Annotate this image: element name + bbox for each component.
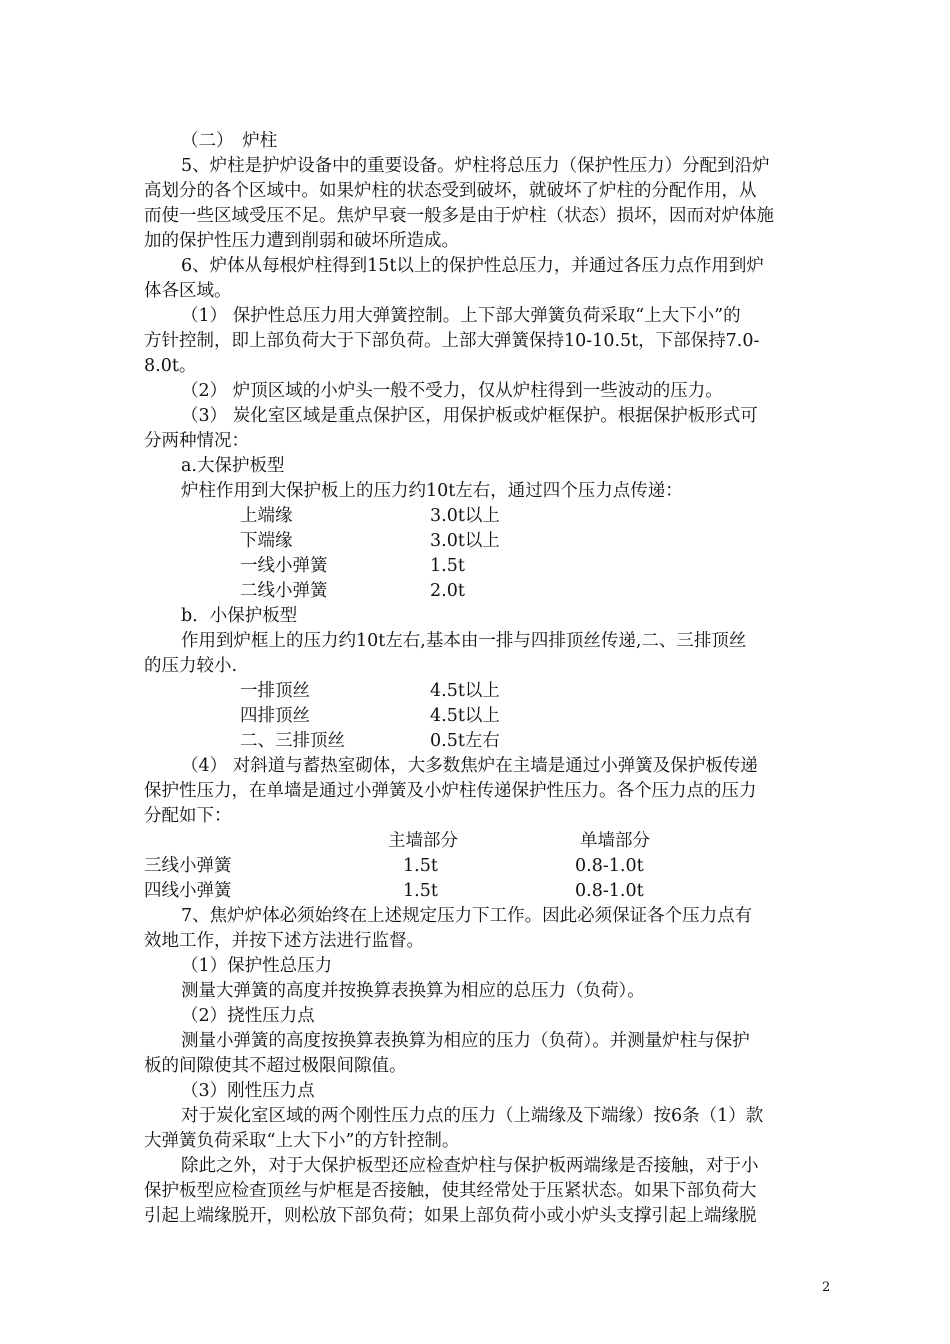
item-1-line-2: 方针控制，即上部负荷大于下部负荷。上部大弹簧保持10-10.5t，下部保持7.0- bbox=[144, 331, 760, 351]
paragraph-7-line-2: 效地工作，并按下述方法进行监督。 bbox=[144, 931, 424, 951]
method-2-text-line-2: 板的间隙使其不超过极限间隙值。 bbox=[144, 1056, 407, 1076]
sub-a-row-name: 一线小弹簧 bbox=[240, 556, 328, 576]
closing-line-3: 引起上端缘脱开，则松放下部负荷；如果上部负荷小或小炉头支撑引起上端缘脱 bbox=[144, 1206, 757, 1226]
sub-a-desc: 炉柱作用到大保护板上的压力约10t左右，通过四个压力点传递： bbox=[181, 481, 683, 501]
paragraph-6-line-1: 6、炉体从每根炉柱得到15t以上的保护性总压力，并通过各压力点作用到炉 bbox=[181, 256, 764, 276]
table-header-single: 单墙部分 bbox=[580, 831, 650, 851]
paragraph-5-line-2: 高划分的各个区域中。如果炉柱的状态受到破坏，就破坏了炉柱的分配作用，从 bbox=[144, 181, 757, 201]
item-3-line-1: （3） 炭化室区域是重点保护区，用保护板或炉框保护。根据保护板形式可 bbox=[181, 406, 758, 426]
table-row-name: 三线小弹簧 bbox=[144, 856, 232, 876]
method-3-title: （3）刚性压力点 bbox=[181, 1081, 315, 1101]
sub-b-row-value: 4.5t以上 bbox=[430, 681, 500, 701]
sub-a-row-value: 3.0t以上 bbox=[430, 531, 500, 551]
sub-a-row-name: 上端缘 bbox=[240, 506, 293, 526]
section-heading: （二） 炉柱 bbox=[181, 131, 278, 151]
item-1-line-3: 8.0t。 bbox=[144, 356, 197, 376]
sub-b-row-value: 0.5t左右 bbox=[430, 731, 500, 751]
method-3-text-line-2: 大弹簧负荷采取“上大下小”的方针控制。 bbox=[144, 1131, 460, 1151]
paragraph-5-line-1: 5、炉柱是护炉设备中的重要设备。炉柱将总压力（保护性压力）分配到沿炉 bbox=[181, 156, 770, 176]
item-1-line-1: （1） 保护性总压力用大弹簧控制。上下部大弹簧负荷采取“上大下小”的 bbox=[181, 306, 741, 326]
table-row-main: 1.5t bbox=[403, 856, 438, 876]
table-row-name: 四线小弹簧 bbox=[144, 881, 232, 901]
paragraph-5-line-4: 加的保护性压力遭到削弱和破坏所造成。 bbox=[144, 231, 459, 251]
sub-b-desc-line-1: 作用到炉框上的压力约10t左右,基本由一排与四排顶丝传递,二、三排顶丝 bbox=[181, 631, 747, 651]
method-1-title: （1）保护性总压力 bbox=[181, 956, 333, 976]
closing-line-2: 保护板型应检查顶丝与炉框是否接触，使其经常处于压紧状态。如果下部负荷大 bbox=[144, 1181, 757, 1201]
paragraph-7-line-1: 7、焦炉炉体必须始终在上述规定压力下工作。因此必须保证各个压力点有 bbox=[181, 906, 753, 926]
method-3-text-line-1: 对于炭化室区域的两个刚性压力点的压力（上端缘及下端缘）按6条（1）款 bbox=[181, 1106, 764, 1126]
table-header-main: 主墙部分 bbox=[388, 831, 458, 851]
table-row-main: 1.5t bbox=[403, 881, 438, 901]
item-4-line-3: 分配如下： bbox=[144, 806, 232, 826]
sub-b-title: b．小保护板型 bbox=[181, 606, 298, 626]
sub-a-title: a.大保护板型 bbox=[181, 456, 285, 476]
paragraph-5-line-3: 而使一些区域受压不足。焦炉早衰一般多是由于炉柱（状态）损坏，因而对炉体施 bbox=[144, 206, 774, 226]
closing-line-1: 除此之外，对于大保护板型还应检查炉柱与保护板两端缘是否接触，对于小 bbox=[181, 1156, 759, 1176]
paragraph-6-line-2: 体各区域。 bbox=[144, 281, 232, 301]
sub-a-row-value: 3.0t以上 bbox=[430, 506, 500, 526]
item-4-line-1: （4） 对斜道与蓄热室砌体，大多数焦炉在主墙是通过小弹簧及保护板传递 bbox=[181, 756, 758, 776]
sub-a-row-name: 二线小弹簧 bbox=[240, 581, 328, 601]
page-number: 2 bbox=[822, 1280, 831, 1295]
method-2-text-line-1: 测量小弹簧的高度按换算表换算为相应的压力（负荷）。并测量炉柱与保护 bbox=[181, 1031, 750, 1051]
sub-b-row-name: 二、三排顶丝 bbox=[240, 731, 345, 751]
sub-a-row-value: 1.5t bbox=[430, 556, 465, 576]
table-row-single: 0.8-1.0t bbox=[575, 881, 644, 901]
method-1-text: 测量大弹簧的高度并按换算表换算为相应的总压力（负荷）。 bbox=[181, 981, 645, 1001]
table-row-single: 0.8-1.0t bbox=[575, 856, 644, 876]
item-3-line-2: 分两种情况： bbox=[144, 431, 249, 451]
item-2: （2） 炉顶区域的小炉头一般不受力，仅从炉柱得到一些波动的压力。 bbox=[181, 381, 723, 401]
sub-b-row-value: 4.5t以上 bbox=[430, 706, 500, 726]
item-4-line-2: 保护性压力，在单墙是通过小弹簧及小炉柱传递保护性压力。各个压力点的压力 bbox=[144, 781, 757, 801]
sub-b-row-name: 四排顶丝 bbox=[240, 706, 310, 726]
method-2-title: （2）挠性压力点 bbox=[181, 1006, 315, 1026]
sub-b-desc-line-2: 的压力较小. bbox=[144, 656, 238, 676]
sub-b-row-name: 一排顶丝 bbox=[240, 681, 310, 701]
sub-a-row-name: 下端缘 bbox=[240, 531, 293, 551]
sub-a-row-value: 2.0t bbox=[430, 581, 465, 601]
